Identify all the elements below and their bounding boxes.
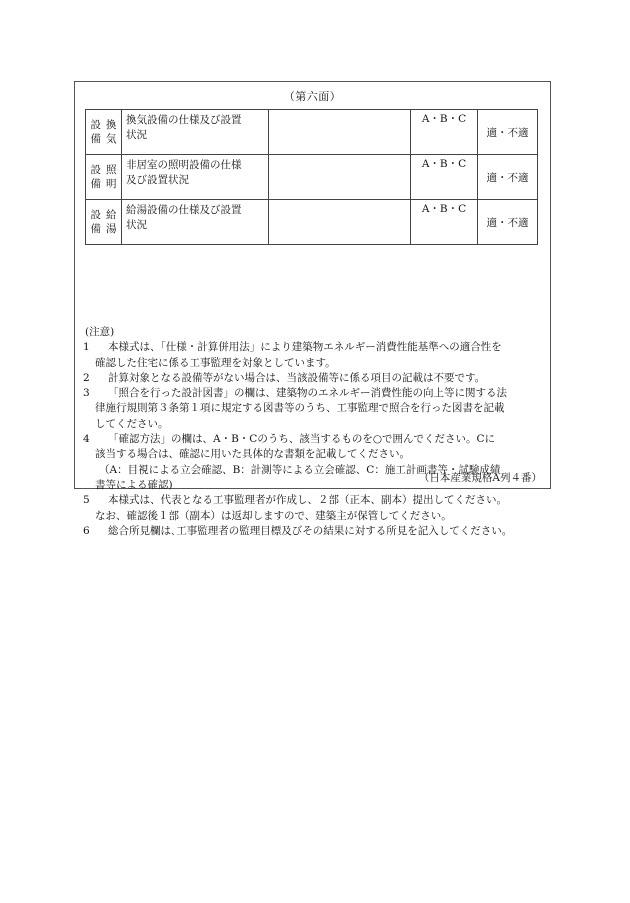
notes-heading: (注意) — [85, 326, 115, 338]
result-cell[interactable]: 適・不適 — [478, 200, 538, 245]
note-item: 6 総合所見欄は､工事監理者の監理目標及びその結果に対する所見を記入してください｡ — [83, 524, 507, 537]
category-cell: 設 換 備 気 — [86, 110, 122, 155]
paper-size-footer: （日本産業規格A列４番） — [418, 472, 542, 484]
inspection-table — [85, 109, 538, 245]
item-cell: 換気設備の仕様及び設置 状況 — [122, 110, 269, 155]
table-row — [86, 110, 538, 155]
form-frame — [74, 81, 551, 537]
table-row — [86, 200, 538, 245]
table-row — [86, 155, 538, 200]
note-item: 5 本様式は、代表となる工事監理者が作成し、２部（正本、副本）提出してください。 なお、確認後１部（副本）は返却しますので、建築主が保管してください。 — [83, 494, 507, 522]
method-cell[interactable]: A・B・C — [411, 110, 478, 155]
method-cell[interactable]: A・B・C — [411, 200, 478, 245]
page-label: （第六面） — [283, 90, 342, 103]
note-item: 3 「照合を行った設計図書」の欄は、建築物のエネルギー消費性能の向上等に関する法 律施行規則第３条第１項に規定する図書等のうち、工事監理で照合を行った図書を記載 してください。 — [83, 387, 507, 430]
notes-section — [83, 325, 545, 539]
item-cell: 非居室の照明設備の仕様 及び設置状況 — [122, 155, 269, 200]
design-doc-cell[interactable] — [269, 200, 411, 245]
category-cell: 設 照 備 明 — [86, 155, 122, 200]
note-item: 4 「確認方法」の欄は、A・B・Cのうち、該当するものを○で囲んでください。Cに 該当する場合は、確認に用いた具体的な書類を記載してください。 （A：目視による立会確認、B：計測等による立会確認、C：施工計画書等・試験成績 書等による確認) — [83, 433, 501, 491]
result-cell[interactable]: 適・不適 — [478, 155, 538, 200]
method-cell[interactable]: A・B・C — [411, 155, 478, 200]
note-item: 1 本様式は、「仕様・計算併用法」により建築物エネルギー消費性能基準への適合性を 確認した住宅に係る工事監理を対象としています。 — [83, 341, 502, 369]
design-doc-cell[interactable] — [269, 155, 411, 200]
item-cell: 給湯設備の仕様及び設置 状況 — [122, 200, 269, 245]
category-cell: 設 給 備 湯 — [86, 200, 122, 245]
design-doc-cell[interactable] — [269, 110, 411, 155]
result-cell[interactable]: 適・不適 — [478, 110, 538, 155]
note-item: 2 計算対象となる設備等がない場合は、当該設備等に係る項目の記載は不要です。 — [83, 371, 486, 384]
